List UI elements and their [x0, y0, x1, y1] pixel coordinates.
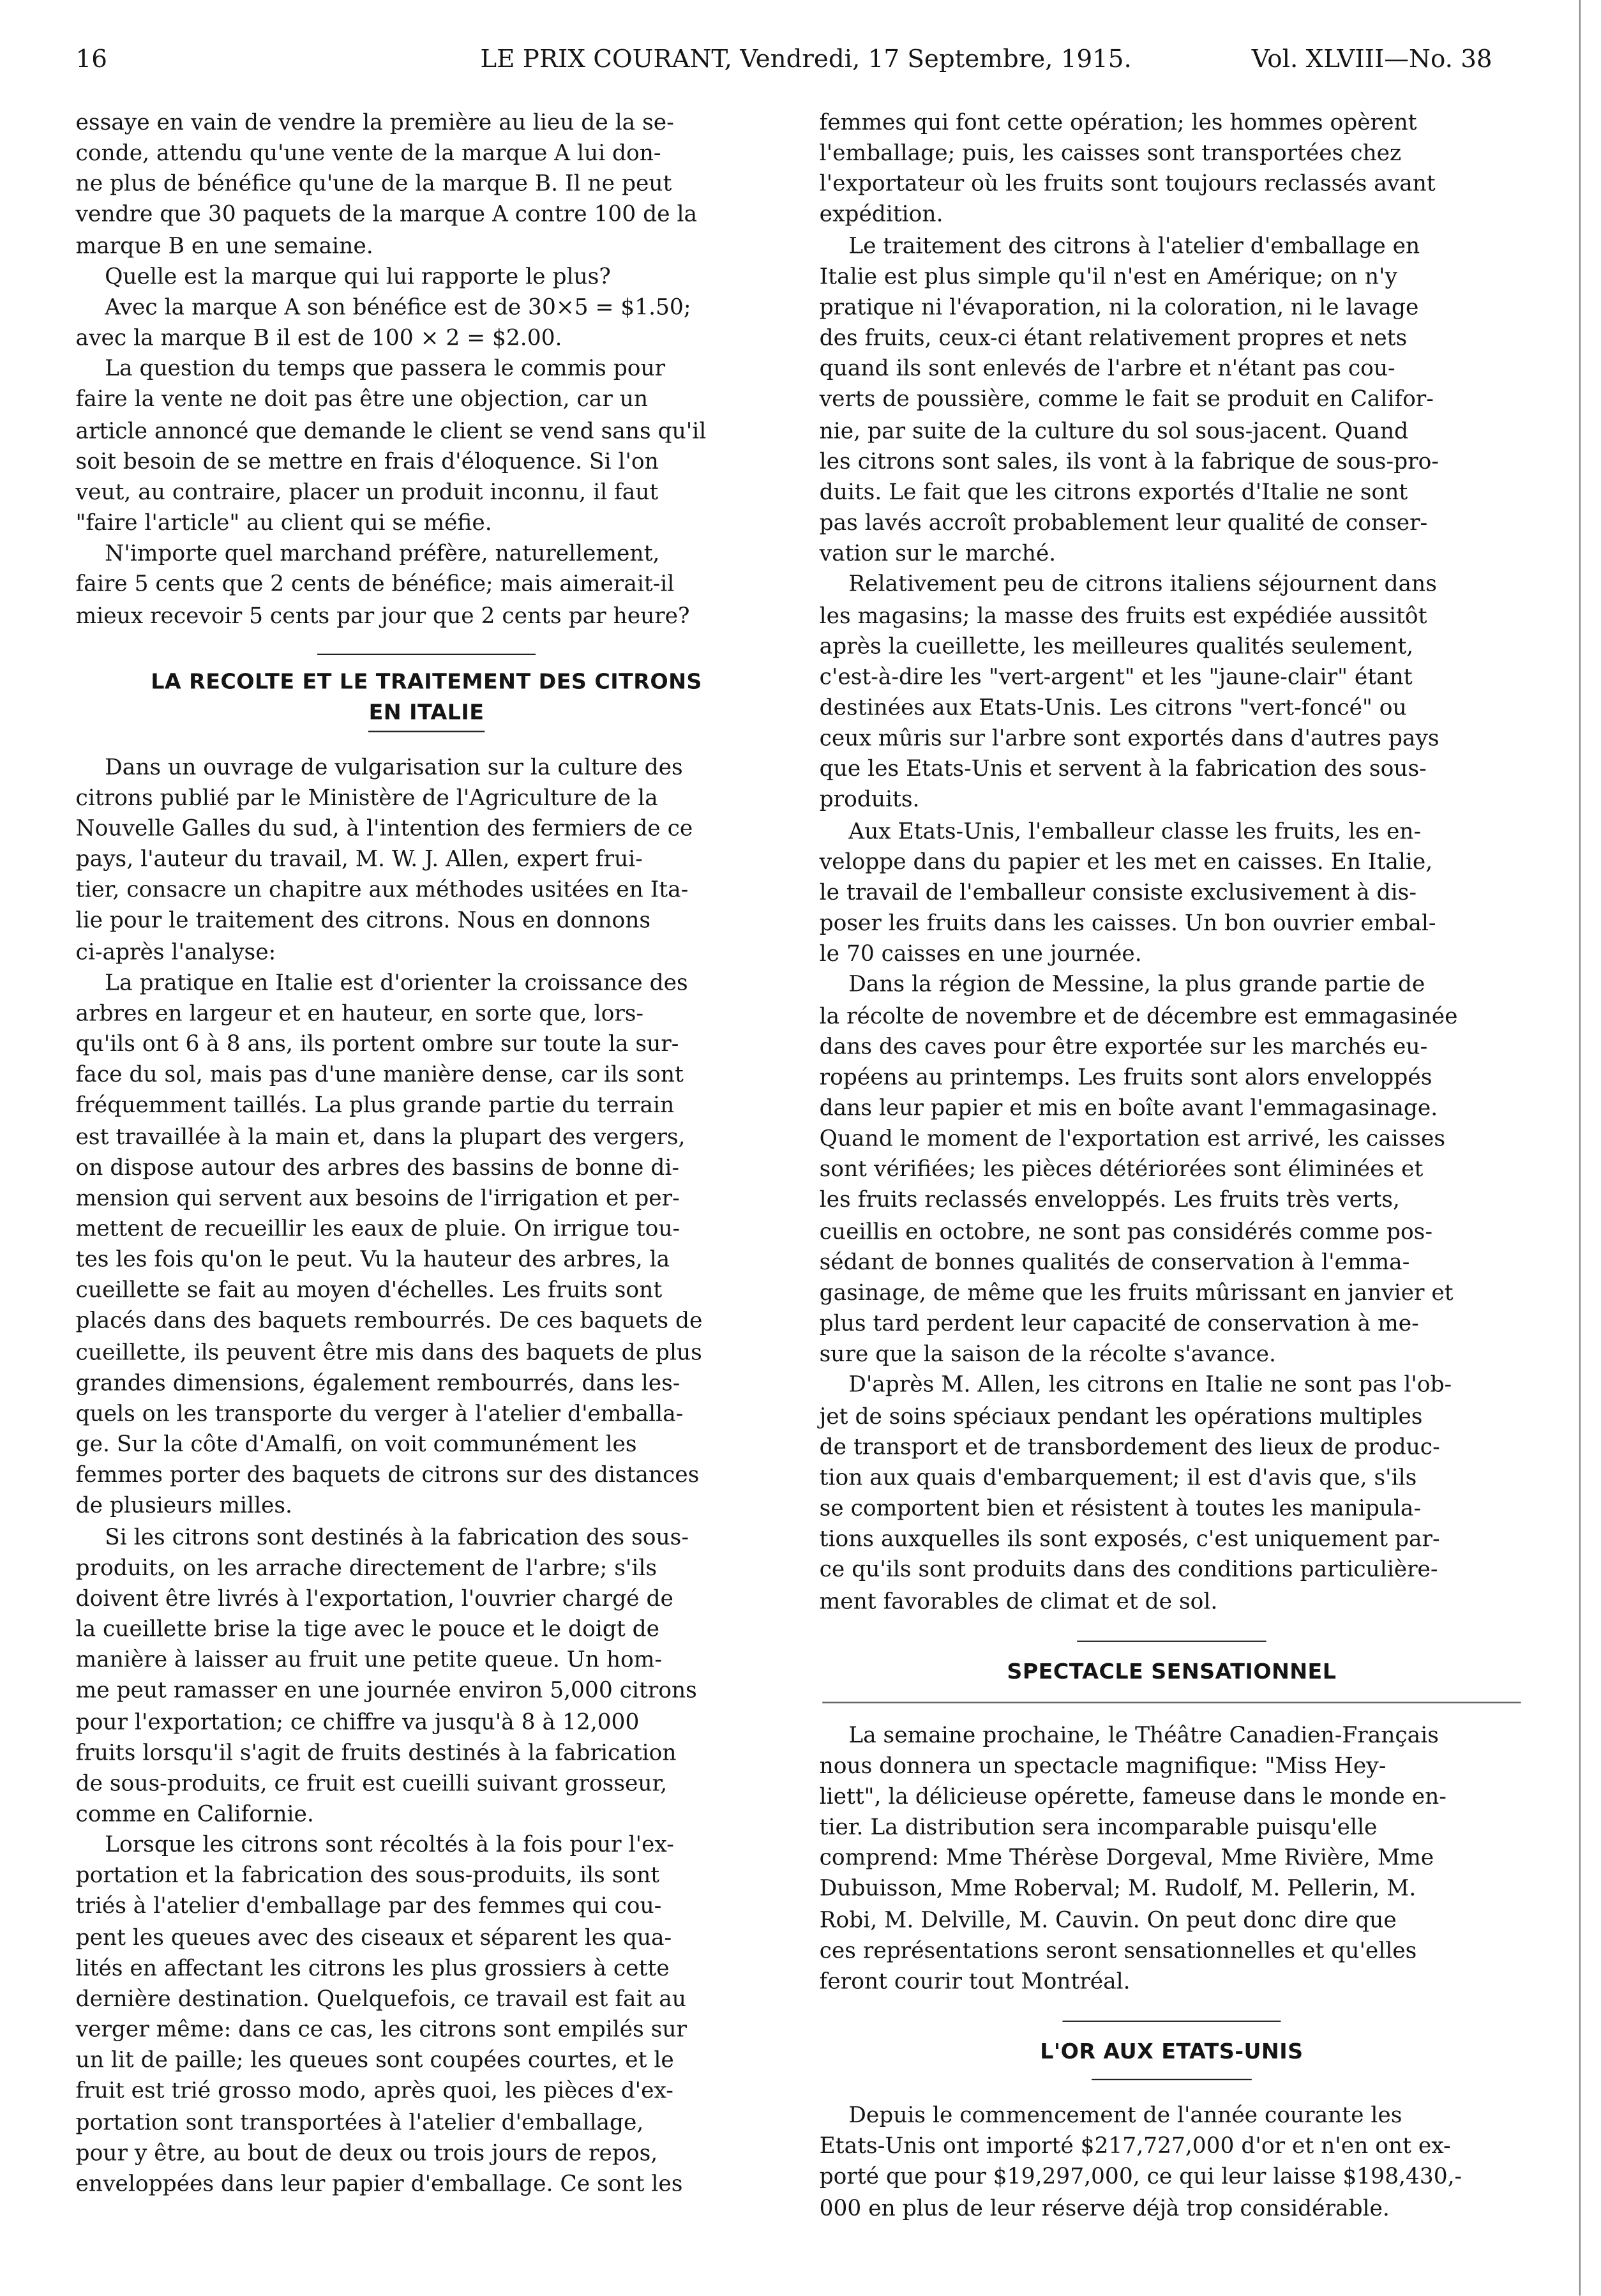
citrons-paragraph: Lorsque les citrons sont récoltés à la fois pour l'ex- portation et la fabrication des sous-produits, ils sont triés à l'atelier d'emballage par des femmes qui cou- pent les queues avec des ciseaux et séparent les qua- lités en affectant les citrons les plus grossiers à cette dernière destination. Quelquefois, ce travail est fait au verger même: dans ce cas, les citrons sont empilés sur un lit de paille; les queues sont coupées courtes, et le fruit est trié grosso modo, après quoi, les pièces d'ex- portation sont transportées à l'atelier d'emballage, pour y être, au bout de deux ou trois jours de repos, enveloppées dans leur papier d'emballage. Ce sont les [75, 1831, 687, 2197]
section-divider [1092, 2079, 1252, 2080]
section-divider [1077, 1640, 1266, 1642]
intro-paragraph: La question du temps que passera le commis pour faire la vente ne doit pas être une objection, car un article annoncé que demande le client se vend sans qu'il soit besoin de se mettre en frais d'éloquence. Si l'on veut, au contraire, placer un produit inconnu, il faut "faire l'article" au client qui se méfie. [75, 355, 707, 536]
citrons-continued-paragraph: Le traitement des citrons à l'atelier d'emballage en Italie est plus simple qu'il n'est en Amérique; on n'y pratique ni l'évaporation, ni la coloration, ni le lavage des fruits, ceux-ci étant relativement propres et nets quand ils sont enlevés de l'arbre et n'étant pas cou- verts de poussière, comme le fait se produit en Califor- nie, par suite de la culture du sol sous-jacent. Quand les citrons sont sales, ils vont à la fabrique de sous-pro- duits. Le fait que les citrons exportés d'Italie ne sont pas lavés accroît probablement leur qualité de conser- vation sur le marché. [819, 232, 1439, 567]
or-paragraph: Depuis le commencement de l'année courante les Etats-Unis ont importé $217,727,000 d'or et n'en ont ex- porté que pour $19,297,000, ce qui leur laisse $198,430,- 000 en plus de leur réserve déjà trop considérable. [819, 2102, 1462, 2221]
citrons-continued-paragraph: Relativement peu de citrons italiens séjournent dans les magasins; la masse des fruits est expédiée aussitôt après la cueillette, les meilleures qualités seulement, c'est-à-dire les "vert-argent" et les "jaune-clair" étant destinées aux Etats-Unis. Les citrons "vert-foncé" ou ceux mûris sur l'arbre sont exportés dans d'autres pays que les Etats-Unis et servent à la fabrication des sous- produits. [819, 571, 1439, 813]
citrons-section-title: LA RECOLTE ET LE TRAITEMENT DES CITRONS EN ITALIE [151, 669, 702, 725]
publication-header: LE PRIX COURANT, Vendredi, 17 Septembre, 1915. [480, 45, 1132, 75]
intro-paragraph: Quelle est la marque qui lui rapporte le plus? [105, 263, 611, 290]
citrons-paragraph: La pratique en Italie est d'orienter la croissance des arbres en largeur et en hauteur, en sorte que, lors- qu'ils ont 6 à 8 ans, ils portent ombre sur toute la sur- face du sol, mais pas d'une manière dense, car ils sont fréquemment taillés. La plus grande partie du terrain est travaillée à la main et, dans la plupart des vergers, on dispose autour des arbres des bassins de bonne di- mension qui servent aux besoins de l'irrigation et per- mettent de recueillir les eaux de pluie. On irrigue tou- tes les fois qu'on le peut. Vu la hauteur des arbres, la cueillette se fait au moyen d'échelles. Les fruits sont placés dans des baquets rembourrés. De ces baquets de cueillette, ils peuvent être mis dans des baquets de plus grandes dimensions, également rembourrés, dans les- quels on les transporte du verger à l'atelier d'emballa- ge. Sur la côte d'Amalfi, on voit communément les femmes porter des baquets de citrons sur des distances de plusieurs milles. [75, 969, 703, 1519]
citrons-paragraph: Dans un ouvrage de vulgarisation sur la culture des citrons publié par le Ministère de l'Agriculture de la Nouvelle Galles du sud, à l'intention des fermiers de ce pays, l'auteur du travail, M. W. J. Allen, expert frui- tier, consacre un chapitre aux méthodes usitées en Ita- lie pour le traitement des citrons. Nous en donnons ci-après l'analyse: [75, 753, 693, 965]
citrons-paragraph: Si les citrons sont destinés à la fabrication des sous- produits, on les arrache directement de l'arbre; s'ils doivent être livrés à l'exportation, l'ouvrier chargé de la cueillette brise la tige avec le pouce et le doigt de manière à laisser au fruit une petite queue. Un hom- me peut ramasser en une journée environ 5,000 citrons pour l'exportation; ce chiffre va jusqu'à 8 à 12,000 fruits lorsqu'il s'agit de fruits destinés à la fabrication de sous-produits, ce fruit est cueilli suivant grosseur, comme en Californie. [75, 1523, 697, 1827]
intro-paragraph: N'importe quel marchand préfère, naturellement, faire 5 cents que 2 cents de bénéfice; mais aimerait-il mieux recevoir 5 cents par jour que 2 cents par heure? [75, 540, 690, 628]
page-edge-line [1579, 0, 1581, 2296]
section-divider [368, 730, 485, 732]
right-column [820, 108, 1524, 2224]
spectacle-section-title: SPECTACLE SENSATIONNEL [1007, 1659, 1337, 1684]
left-column [76, 108, 778, 2200]
citrons-continued-paragraph: femmes qui font cette opération; les hommes opèrent l'emballage; puis, les caisses sont transportées chez l'exportateur où les fruits sont toujours reclassés avant expédition. [819, 109, 1436, 228]
citrons-continued-paragraph: Aux Etats-Unis, l'emballeur classe les fruits, les en- veloppe dans du papier et les met en caisses. En Italie, le travail de l'emballeur consiste exclusivement à dis- poser les fruits dans les caisses. Un bon ouvrier embal- le 70 caisses en une journée. [819, 817, 1436, 967]
intro-paragraph: Avec la marque A son bénéfice est de 30×5 = $1.50; avec la marque B il est de 100 × 2 = $2.00. [75, 294, 691, 351]
citrons-continued-paragraph: D'après M. Allen, les citrons en Italie ne sont pas l'ob- jet de soins spéciaux pendant les opérations multiples de transport et de transbordement des lieux de produc- tion aux quais d'embarquement; il est d'avis que, s'ils se comportent bien et résistent à toutes les manipula- tions auxquelles ils sont exposés, c'est uniquement par- ce qu'ils sont produits dans des conditions particulière- ment favorables de climat et de sol. [819, 1371, 1452, 1614]
or-section-title: L'OR AUX ETATS-UNIS [1040, 2039, 1304, 2065]
section-divider [1062, 2021, 1281, 2022]
section-divider [317, 653, 536, 654]
volume-number: Vol. XLVIII—No. 38 [1251, 45, 1492, 75]
page-number: 16 [75, 45, 107, 75]
section-divider [822, 1702, 1521, 1703]
spectacle-paragraph: La semaine prochaine, le Théâtre Canadien-Français nous donnera un spectacle magnifique: "Miss Hey- liett", la délicieuse opérette, fameuse dans le monde en- tier. La distribution sera incomparable puisqu'elle comprend: Mme Thérèse Dorgeval, Mme Rivière, Mme Dubuisson, Mme Roberval; M. Rudolf, M. Pellerin, M. Robi, M. Delville, M. Cauvin. On peut donc dire que ces représentations seront sensationnelles et qu'elles feront courir tout Montréal. [819, 1721, 1447, 1995]
intro-paragraph: essaye en vain de vendre la première au lieu de la se- conde, attendu qu'une vente de la marque A lui don- ne plus de bénéfice qu'une de la marque B. Il ne peut vendre que 30 paquets de la marque A contre 100 de la marque B en une semaine. [75, 109, 698, 259]
citrons-continued-paragraph: Dans la région de Messine, la plus grande partie de la récolte de novembre et de décembre est emmagasinée dans des caves pour être exportée sur les marchés eu- ropéens au printemps. Les fruits sont alors enveloppés dans leur papier et mis en boîte avant l'emmagasinage. Quand le moment de l'exportation est arrivé, les caisses sont vérifiées; les pièces détériorées sont éliminées et les fruits reclassés enveloppés. Les fruits très verts, cueillis en octobre, ne sont pas considérés comme pos- sédant de bonnes qualités de conservation à l'emma- gasinage, de même que les fruits mûrissant en janvier et plus tard perdent leur capacité de conservation à me- sure que la saison de la récolte s'avance. [819, 971, 1458, 1368]
